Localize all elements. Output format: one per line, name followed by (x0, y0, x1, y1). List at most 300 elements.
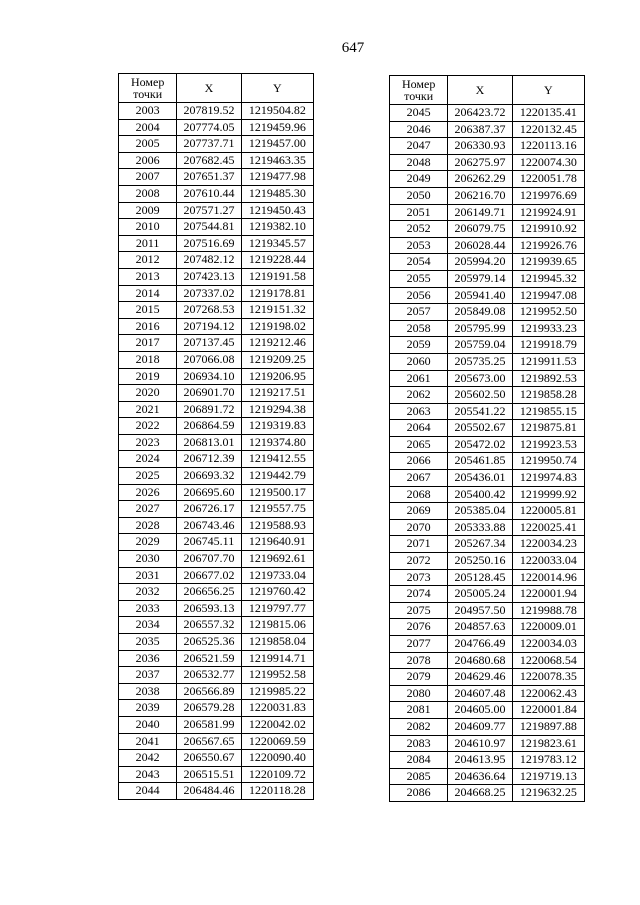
cell-x: 206079.75 (448, 221, 512, 238)
cell-x: 204636.64 (448, 768, 512, 785)
cell-y: 1219345.57 (241, 235, 313, 252)
cell-point-number: 2054 (390, 254, 448, 271)
cell-y: 1219923.53 (512, 436, 584, 453)
table-row (390, 602, 585, 619)
cell-y: 1220042.02 (241, 716, 313, 733)
cell-y: 1219897.88 (512, 718, 584, 735)
table-row (119, 152, 314, 169)
cell-point-number: 2049 (390, 171, 448, 188)
cell-y: 1220034.23 (512, 536, 584, 553)
header-y: Y (512, 76, 584, 105)
cell-y: 1219504.82 (241, 103, 313, 120)
cell-y: 1219952.58 (241, 667, 313, 684)
cell-point-number: 2023 (119, 434, 177, 451)
cell-y: 1219875.81 (512, 420, 584, 437)
cell-y: 1219719.13 (512, 768, 584, 785)
table-row (119, 401, 314, 418)
cell-x: 207194.12 (177, 318, 241, 335)
header-point-number (390, 76, 448, 105)
cell-x: 206743.46 (177, 517, 241, 534)
cell-y: 1219760.42 (241, 584, 313, 601)
table-row (119, 368, 314, 385)
cell-y: 1220118.28 (241, 783, 313, 800)
cell-x: 204609.77 (448, 718, 512, 735)
cell-x: 205250.16 (448, 553, 512, 570)
table-row (390, 370, 585, 387)
cell-x: 205267.34 (448, 536, 512, 553)
cell-point-number: 2084 (390, 752, 448, 769)
cell-y: 1220113.16 (512, 138, 584, 155)
cell-x: 205735.25 (448, 353, 512, 370)
cell-y: 1220069.59 (241, 733, 313, 750)
cell-x: 205385.04 (448, 503, 512, 520)
cell-point-number: 2003 (119, 103, 177, 120)
cell-y: 1219632.25 (512, 785, 584, 802)
cell-point-number: 2081 (390, 702, 448, 719)
cell-point-number: 2037 (119, 667, 177, 684)
cell-x: 204957.50 (448, 602, 512, 619)
cell-point-number: 2052 (390, 221, 448, 238)
cell-x: 204607.48 (448, 685, 512, 702)
cell-x: 207482.12 (177, 252, 241, 269)
cell-x: 207571.27 (177, 202, 241, 219)
cell-x: 206557.32 (177, 617, 241, 634)
table-row (390, 685, 585, 702)
table-row (119, 683, 314, 700)
table-row (119, 534, 314, 551)
cell-point-number: 2057 (390, 304, 448, 321)
header-point-line1: Номер (401, 77, 436, 91)
cell-y: 1219151.32 (241, 302, 313, 319)
table-row (119, 252, 314, 269)
cell-x: 207268.53 (177, 302, 241, 319)
table-row (119, 302, 314, 319)
cell-point-number: 2010 (119, 219, 177, 236)
cell-point-number: 2053 (390, 237, 448, 254)
cell-point-number: 2013 (119, 268, 177, 285)
cell-point-number: 2061 (390, 370, 448, 387)
cell-point-number: 2021 (119, 401, 177, 418)
cell-y: 1219198.02 (241, 318, 313, 335)
table-row (390, 636, 585, 653)
table-row (390, 403, 585, 420)
table-row (119, 169, 314, 186)
cell-x: 207066.08 (177, 351, 241, 368)
cell-point-number: 2079 (390, 669, 448, 686)
cell-y: 1219783.12 (512, 752, 584, 769)
header-point-line1: Номер (130, 75, 165, 89)
cell-point-number: 2074 (390, 586, 448, 603)
cell-x: 206515.51 (177, 766, 241, 783)
cell-y: 1219976.69 (512, 187, 584, 204)
cell-y: 1219933.23 (512, 320, 584, 337)
cell-x: 206726.17 (177, 501, 241, 518)
cell-x: 205849.08 (448, 304, 512, 321)
table-row (390, 121, 585, 138)
table-row (390, 453, 585, 470)
cell-x: 206275.97 (448, 154, 512, 171)
cell-x: 207682.45 (177, 152, 241, 169)
table-row (119, 700, 314, 717)
cell-x: 205461.85 (448, 453, 512, 470)
cell-point-number: 2058 (390, 320, 448, 337)
cell-x: 206693.32 (177, 468, 241, 485)
cell-y: 1219217.51 (241, 385, 313, 402)
cell-point-number: 2020 (119, 385, 177, 402)
cell-point-number: 2051 (390, 204, 448, 221)
cell-point-number: 2038 (119, 683, 177, 700)
cell-y: 1219999.92 (512, 486, 584, 503)
cell-x: 206521.59 (177, 650, 241, 667)
cell-point-number: 2048 (390, 154, 448, 171)
cell-point-number: 2077 (390, 636, 448, 653)
table-row (390, 154, 585, 171)
table-row (390, 702, 585, 719)
cell-x: 206550.67 (177, 750, 241, 767)
table-row (119, 484, 314, 501)
cell-x: 205979.14 (448, 270, 512, 287)
cell-point-number: 2009 (119, 202, 177, 219)
cell-x: 205759.04 (448, 337, 512, 354)
cell-y: 1219463.35 (241, 152, 313, 169)
cell-x: 205994.20 (448, 254, 512, 271)
cell-point-number: 2042 (119, 750, 177, 767)
table-row (390, 287, 585, 304)
cell-point-number: 2040 (119, 716, 177, 733)
cell-point-number: 2070 (390, 519, 448, 536)
cell-y: 1220001.94 (512, 586, 584, 603)
table-row (119, 617, 314, 634)
cell-point-number: 2064 (390, 420, 448, 437)
cell-x: 206745.11 (177, 534, 241, 551)
table-row (119, 335, 314, 352)
cell-y: 1219191.58 (241, 268, 313, 285)
table-row (119, 716, 314, 733)
cell-point-number: 2017 (119, 335, 177, 352)
cell-x: 204629.46 (448, 669, 512, 686)
table-row (119, 235, 314, 252)
table-row (390, 204, 585, 221)
table-row (119, 634, 314, 651)
cell-x: 206532.77 (177, 667, 241, 684)
cell-y: 1219939.65 (512, 254, 584, 271)
cell-x: 205673.00 (448, 370, 512, 387)
cell-point-number: 2022 (119, 418, 177, 435)
cell-x: 206567.65 (177, 733, 241, 750)
cell-x: 204680.68 (448, 652, 512, 669)
cell-y: 1219858.28 (512, 387, 584, 404)
table-row (119, 318, 314, 335)
cell-x: 206149.71 (448, 204, 512, 221)
cell-x: 207544.81 (177, 219, 241, 236)
coordinates-table-right (389, 75, 585, 802)
cell-y: 1220074.30 (512, 154, 584, 171)
table-header-row (119, 74, 314, 103)
table-row (390, 320, 585, 337)
cell-point-number: 2047 (390, 138, 448, 155)
cell-x: 206484.46 (177, 783, 241, 800)
cell-x: 206216.70 (448, 187, 512, 204)
cell-y: 1219209.25 (241, 351, 313, 368)
cell-y: 1219988.78 (512, 602, 584, 619)
cell-y: 1219815.06 (241, 617, 313, 634)
cell-x: 206656.25 (177, 584, 241, 601)
cell-x: 206579.28 (177, 700, 241, 717)
cell-x: 205128.45 (448, 569, 512, 586)
cell-x: 206330.93 (448, 138, 512, 155)
cell-y: 1219374.80 (241, 434, 313, 451)
cell-x: 205333.88 (448, 519, 512, 536)
cell-point-number: 2031 (119, 567, 177, 584)
cell-point-number: 2006 (119, 152, 177, 169)
page-number: 647 (341, 40, 365, 56)
cell-y: 1220014.96 (512, 569, 584, 586)
cell-y: 1219733.04 (241, 567, 313, 584)
table-row (119, 468, 314, 485)
cell-y: 1219450.43 (241, 202, 313, 219)
cell-point-number: 2025 (119, 468, 177, 485)
header-point-line2: точки (404, 89, 434, 103)
cell-x: 206581.99 (177, 716, 241, 733)
table-row (390, 470, 585, 487)
cell-x: 206695.60 (177, 484, 241, 501)
cell-x: 206262.29 (448, 171, 512, 188)
cell-x: 207819.52 (177, 103, 241, 120)
table-row (119, 501, 314, 518)
cell-x: 207737.71 (177, 136, 241, 153)
cell-x: 206864.59 (177, 418, 241, 435)
cell-y: 1220068.54 (512, 652, 584, 669)
cell-y: 1219950.74 (512, 453, 584, 470)
table-row (390, 669, 585, 686)
cell-y: 1219206.95 (241, 368, 313, 385)
cell-x: 206901.70 (177, 385, 241, 402)
cell-y: 1220132.45 (512, 121, 584, 138)
cell-point-number: 2078 (390, 652, 448, 669)
cell-point-number: 2008 (119, 185, 177, 202)
cell-x: 206566.89 (177, 683, 241, 700)
cell-y: 1219588.93 (241, 517, 313, 534)
cell-y: 1219319.83 (241, 418, 313, 435)
cell-point-number: 2044 (119, 783, 177, 800)
table-row (390, 536, 585, 553)
cell-y: 1219914.71 (241, 650, 313, 667)
table-row (390, 171, 585, 188)
table-row (390, 436, 585, 453)
table-row (390, 304, 585, 321)
cell-y: 1219974.83 (512, 470, 584, 487)
cell-y: 1219477.98 (241, 169, 313, 186)
cell-x: 204857.63 (448, 619, 512, 636)
cell-y: 1220001.84 (512, 702, 584, 719)
cell-point-number: 2014 (119, 285, 177, 302)
cell-y: 1219228.44 (241, 252, 313, 269)
table-row (119, 418, 314, 435)
cell-y: 1220062.43 (512, 685, 584, 702)
cell-x: 204610.97 (448, 735, 512, 752)
cell-point-number: 2039 (119, 700, 177, 717)
header-point-line2: точки (133, 87, 163, 101)
table-row (390, 353, 585, 370)
cell-y: 1219178.81 (241, 285, 313, 302)
cell-x: 205541.22 (448, 403, 512, 420)
table-row (119, 434, 314, 451)
cell-point-number: 2018 (119, 351, 177, 368)
table-row (390, 221, 585, 238)
cell-x: 206593.13 (177, 600, 241, 617)
table-row (119, 783, 314, 800)
table-row (390, 187, 585, 204)
cell-x: 206707.70 (177, 551, 241, 568)
cell-x: 206712.39 (177, 451, 241, 468)
cell-point-number: 2082 (390, 718, 448, 735)
header-x: X (177, 74, 241, 103)
table-row (119, 750, 314, 767)
table-row (390, 553, 585, 570)
cell-point-number: 2063 (390, 403, 448, 420)
cell-y: 1219952.50 (512, 304, 584, 321)
table-row (119, 766, 314, 783)
cell-point-number: 2073 (390, 569, 448, 586)
cell-point-number: 2043 (119, 766, 177, 783)
table-row (119, 517, 314, 534)
cell-x: 205602.50 (448, 387, 512, 404)
cell-point-number: 2005 (119, 136, 177, 153)
table-row (119, 650, 314, 667)
cell-x: 205005.24 (448, 586, 512, 603)
cell-y: 1220025.41 (512, 519, 584, 536)
table-row (390, 486, 585, 503)
table-row (119, 119, 314, 136)
table-row (390, 420, 585, 437)
cell-x: 207423.13 (177, 268, 241, 285)
table-row (119, 103, 314, 120)
cell-point-number: 2065 (390, 436, 448, 453)
cell-x: 205941.40 (448, 287, 512, 304)
table-row (390, 619, 585, 636)
cell-y: 1219692.61 (241, 551, 313, 568)
cell-y: 1219457.00 (241, 136, 313, 153)
cell-y: 1219910.92 (512, 221, 584, 238)
table-row (390, 503, 585, 520)
table-row (390, 337, 585, 354)
cell-y: 1219823.61 (512, 735, 584, 752)
cell-point-number: 2083 (390, 735, 448, 752)
cell-x: 204605.00 (448, 702, 512, 719)
cell-y: 1220031.83 (241, 700, 313, 717)
table-row (390, 586, 585, 603)
cell-y: 1220078.35 (512, 669, 584, 686)
table-row (119, 219, 314, 236)
cell-x: 206891.72 (177, 401, 241, 418)
cell-point-number: 2029 (119, 534, 177, 551)
table-row (390, 569, 585, 586)
cell-point-number: 2041 (119, 733, 177, 750)
table-row (390, 237, 585, 254)
cell-point-number: 2076 (390, 619, 448, 636)
table-row (119, 600, 314, 617)
cell-y: 1219382.10 (241, 219, 313, 236)
cell-point-number: 2071 (390, 536, 448, 553)
cell-y: 1219459.96 (241, 119, 313, 136)
cell-point-number: 2072 (390, 553, 448, 570)
cell-point-number: 2075 (390, 602, 448, 619)
table-row (390, 768, 585, 785)
table-row (390, 270, 585, 287)
cell-point-number: 2028 (119, 517, 177, 534)
cell-y: 1219294.38 (241, 401, 313, 418)
cell-y: 1219442.79 (241, 468, 313, 485)
cell-x: 205400.42 (448, 486, 512, 503)
cell-point-number: 2069 (390, 503, 448, 520)
cell-x: 207774.05 (177, 119, 241, 136)
table-row (119, 351, 314, 368)
cell-y: 1220090.40 (241, 750, 313, 767)
cell-point-number: 2007 (119, 169, 177, 186)
table-row (119, 268, 314, 285)
cell-point-number: 2026 (119, 484, 177, 501)
cell-y: 1219985.22 (241, 683, 313, 700)
cell-point-number: 2012 (119, 252, 177, 269)
cell-point-number: 2016 (119, 318, 177, 335)
cell-y: 1219947.08 (512, 287, 584, 304)
cell-x: 206525.36 (177, 634, 241, 651)
cell-point-number: 2085 (390, 768, 448, 785)
header-x: X (448, 76, 512, 105)
cell-x: 207337.02 (177, 285, 241, 302)
cell-point-number: 2060 (390, 353, 448, 370)
cell-y: 1219500.17 (241, 484, 313, 501)
cell-x: 207516.69 (177, 235, 241, 252)
cell-x: 205436.01 (448, 470, 512, 487)
cell-x: 206677.02 (177, 567, 241, 584)
cell-y: 1220005.81 (512, 503, 584, 520)
cell-x: 206813.01 (177, 434, 241, 451)
cell-point-number: 2034 (119, 617, 177, 634)
cell-x: 206028.44 (448, 237, 512, 254)
cell-x: 205472.02 (448, 436, 512, 453)
cell-point-number: 2086 (390, 785, 448, 802)
table-row (119, 551, 314, 568)
cell-point-number: 2068 (390, 486, 448, 503)
cell-point-number: 2050 (390, 187, 448, 204)
cell-point-number: 2066 (390, 453, 448, 470)
table-row (119, 733, 314, 750)
table-header-row (390, 76, 585, 105)
cell-y: 1219945.32 (512, 270, 584, 287)
table-row (119, 584, 314, 601)
cell-y: 1219640.91 (241, 534, 313, 551)
table-row (390, 785, 585, 802)
cell-y: 1220109.72 (241, 766, 313, 783)
table-row (390, 387, 585, 404)
cell-point-number: 2033 (119, 600, 177, 617)
cell-point-number: 2030 (119, 551, 177, 568)
cell-x: 205502.67 (448, 420, 512, 437)
table-row (390, 105, 585, 122)
table-row (119, 285, 314, 302)
cell-y: 1219797.77 (241, 600, 313, 617)
cell-y: 1219924.91 (512, 204, 584, 221)
cell-point-number: 2004 (119, 119, 177, 136)
table-row (390, 519, 585, 536)
coordinates-table-left (118, 73, 314, 800)
table-row (119, 567, 314, 584)
cell-point-number: 2062 (390, 387, 448, 404)
cell-y: 1220009.01 (512, 619, 584, 636)
table-row (119, 202, 314, 219)
cell-x: 204668.25 (448, 785, 512, 802)
